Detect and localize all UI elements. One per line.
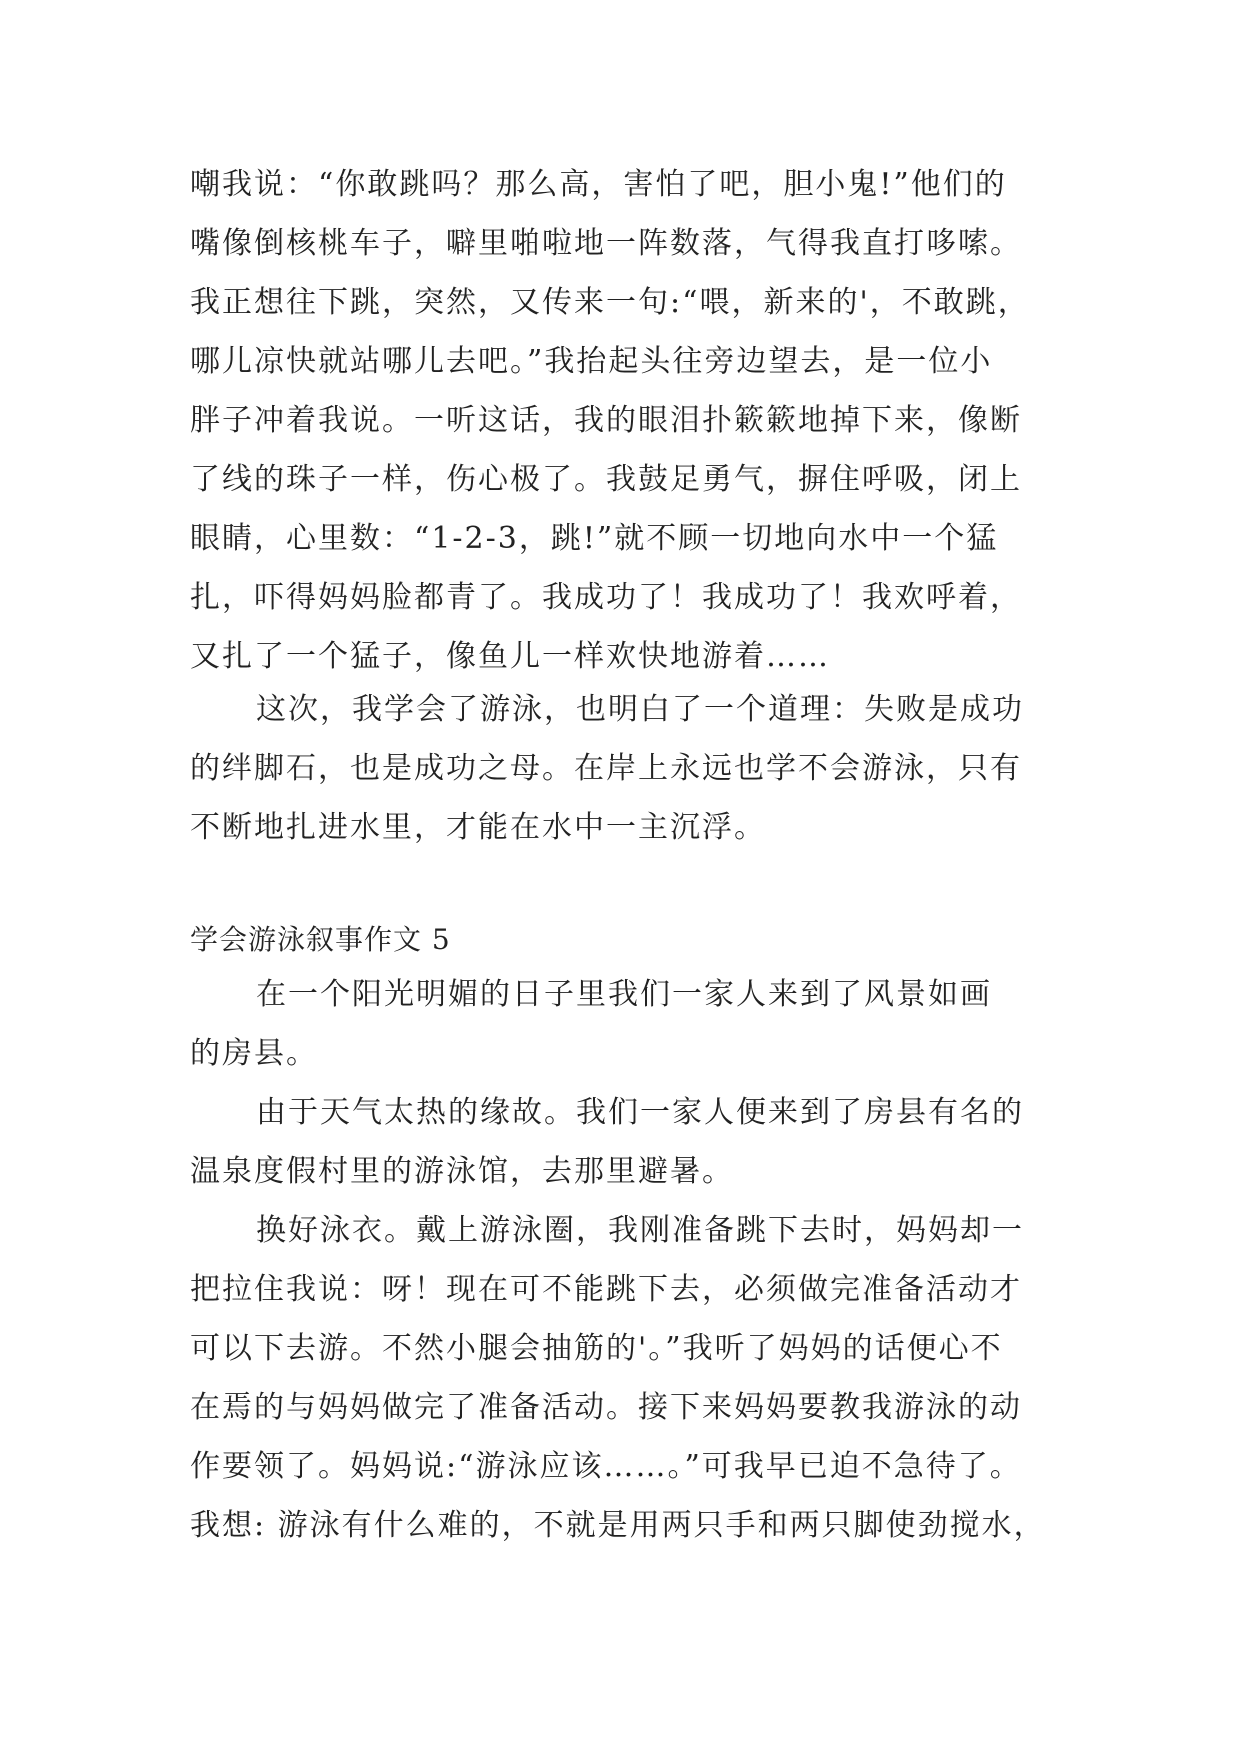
text-line: 我正想往下跳，突然，又传来一句:“喂，新来的'，不敢跳， [190, 285, 1030, 320]
text-line: 换好泳衣。戴上游泳圈，我刚准备跳下去时，妈妈却一 [256, 1213, 1024, 1248]
text-line: 的房县。 [190, 1036, 318, 1071]
text-line: 嘲我说：“你敢跳吗？那么高，害怕了吧，胆小鬼!”他们的 [190, 167, 1007, 202]
text-line: 在焉的与妈妈做完了准备活动。接下来妈妈要教我游泳的动 [190, 1390, 1022, 1425]
essay-body [190, 965, 1070, 1555]
text-line: 扎，吓得妈妈脸都青了。我成功了！我成功了！我欢呼着， [190, 580, 1022, 615]
text-line: 了线的珠子一样，伤心极了。我鼓足勇气，摒住呼吸，闭上 [190, 462, 1022, 497]
text-line: 又扎了一个猛子，像鱼儿一样欢快地游着…… [190, 639, 830, 674]
text-line: 的绊脚石，也是成功之母。在岸上永远也学不会游泳，只有 [190, 751, 1022, 786]
text-line: 在一个阳光明媚的日子里我们一家人来到了风景如画 [256, 977, 992, 1012]
text-line: 嘴像倒核桃车子，噼里啪啦地一阵数落，气得我直打哆嗦。 [190, 226, 1022, 261]
text-line: 不断地扎进水里，才能在水中一主沉浮。 [190, 810, 766, 845]
text-line: 温泉度假村里的游泳馆，去那里避暑。 [190, 1154, 734, 1189]
text-line: 哪儿凉快就站哪儿去吧。”我抬起头往旁边望去，是一位小 [190, 344, 993, 379]
text-line: 这次，我学会了游泳，也明白了一个道理：失败是成功 [256, 692, 1024, 727]
text-line: 把拉住我说：呀！现在可不能跳下去，必须做完准备活动才 [190, 1272, 1022, 1307]
text-line: 由于天气太热的缘故。我们一家人便来到了房县有名的 [256, 1095, 1024, 1130]
paragraph-continued [190, 155, 1070, 686]
text-line: 作要领了。妈妈说:“游泳应该……。”可我早已迫不急待了。 [190, 1449, 1022, 1484]
text-line: 我想: 游泳有什么难的，不就是用两只手和两只脚使劲搅水， [190, 1508, 1046, 1543]
paragraph-conclusion [190, 680, 1070, 857]
section-title: 学会游泳叙事作文 5 [190, 923, 451, 956]
text-line: 可以下去游。不然小腿会抽筋的'。”我听了妈妈的话便心不 [190, 1331, 1003, 1366]
text-line: 眼睛，心里数：“1-2-3，跳!”就不顾一切地向水中一个猛 [190, 521, 999, 556]
text-line: 胖子冲着我说。一听这话，我的眼泪扑簌簌地掉下来，像断 [190, 403, 1022, 438]
